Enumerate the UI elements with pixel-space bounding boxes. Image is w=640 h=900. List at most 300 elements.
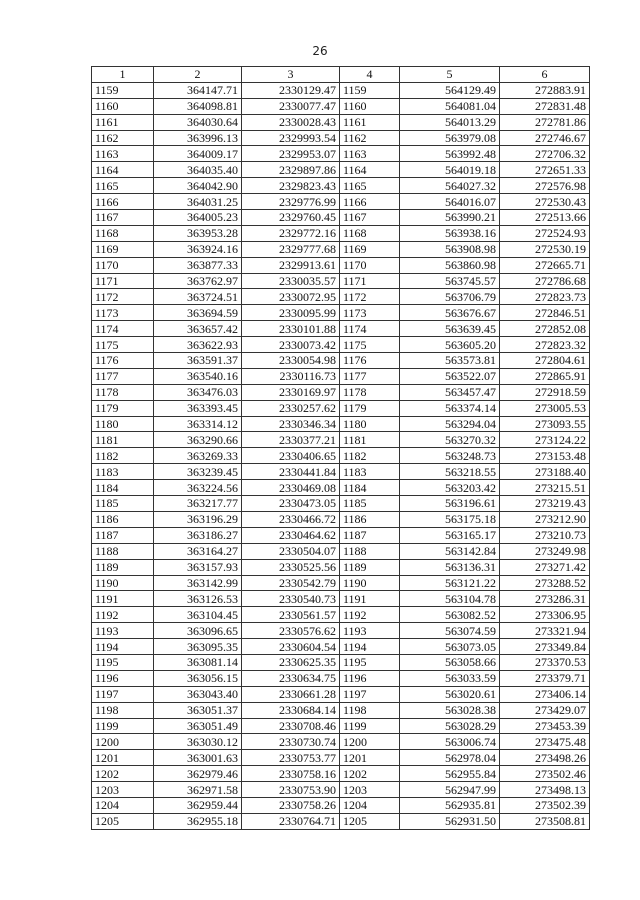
column-header: 1: [92, 67, 154, 83]
table-cell: 1159: [340, 82, 400, 98]
table-cell: 1200: [92, 734, 154, 750]
table-cell: 1166: [340, 194, 400, 210]
table-cell: 563860.98: [400, 257, 500, 273]
table-cell: 1179: [340, 400, 400, 416]
table-cell: 273188.40: [500, 464, 590, 480]
table-cell: 273249.98: [500, 543, 590, 559]
table-cell: 1191: [340, 591, 400, 607]
table-cell: 1167: [340, 210, 400, 226]
table-cell: 2329897.86: [242, 162, 340, 178]
table-cell: 563175.18: [400, 511, 500, 527]
table-cell: 363142.99: [154, 575, 242, 591]
table-cell: 364147.71: [154, 82, 242, 98]
table-cell: 2330466.72: [242, 511, 340, 527]
table-cell: 1161: [340, 114, 400, 130]
table-cell: 1197: [92, 686, 154, 702]
table-cell: 2330540.73: [242, 591, 340, 607]
table-cell: 363314.12: [154, 416, 242, 432]
table-cell: 1190: [92, 575, 154, 591]
table-cell: 1172: [340, 289, 400, 305]
table-cell: 2330604.54: [242, 639, 340, 655]
table-cell: 1174: [92, 321, 154, 337]
table-row: [92, 782, 590, 798]
table-row: [92, 241, 590, 257]
table-cell: 1199: [340, 718, 400, 734]
table-cell: 1160: [92, 98, 154, 114]
table-cell: 273502.39: [500, 797, 590, 813]
table-cell: 2330764.71: [242, 813, 340, 829]
table-cell: 1180: [340, 416, 400, 432]
table-cell: 363540.16: [154, 368, 242, 384]
column-header: 4: [340, 67, 400, 83]
column-header: 5: [400, 67, 500, 83]
table-cell: 1175: [340, 337, 400, 353]
table-cell: 273215.51: [500, 480, 590, 496]
table-cell: 563522.07: [400, 368, 500, 384]
table-cell: 1174: [340, 321, 400, 337]
table-row: [92, 559, 590, 575]
table-cell: 1170: [340, 257, 400, 273]
table-cell: 1181: [340, 432, 400, 448]
table-cell: 1170: [92, 257, 154, 273]
table-row: [92, 114, 590, 130]
table-cell: 1166: [92, 194, 154, 210]
column-header: 6: [500, 67, 590, 83]
table-cell: 363924.16: [154, 241, 242, 257]
table-cell: 1189: [340, 559, 400, 575]
table-row: [92, 797, 590, 813]
table-cell: 272786.68: [500, 273, 590, 289]
table-cell: 563165.17: [400, 527, 500, 543]
table-cell: 563074.59: [400, 623, 500, 639]
table-cell: 273288.52: [500, 575, 590, 591]
table-row: [92, 686, 590, 702]
table-cell: 273219.43: [500, 496, 590, 512]
table-row: [92, 321, 590, 337]
column-header: 2: [154, 67, 242, 83]
table-cell: 1163: [92, 146, 154, 162]
table-cell: 563218.55: [400, 464, 500, 480]
table-cell: 2330525.56: [242, 559, 340, 575]
table-cell: 364009.17: [154, 146, 242, 162]
table-row: [92, 210, 590, 226]
table-row: [92, 670, 590, 686]
table-cell: 1199: [92, 718, 154, 734]
table-cell: 563457.47: [400, 384, 500, 400]
table-cell: 1192: [92, 607, 154, 623]
table-cell: 272530.43: [500, 194, 590, 210]
table-cell: 563990.21: [400, 210, 500, 226]
table-cell: 1197: [340, 686, 400, 702]
table-cell: 272576.98: [500, 178, 590, 194]
table-cell: 1194: [340, 639, 400, 655]
table-cell: 363239.45: [154, 464, 242, 480]
table-cell: 273429.07: [500, 702, 590, 718]
table-cell: 2330077.47: [242, 98, 340, 114]
table-cell: 1183: [340, 464, 400, 480]
table-cell: 273005.53: [500, 400, 590, 416]
table-cell: 2330406.65: [242, 448, 340, 464]
table-row: [92, 273, 590, 289]
table-cell: 563248.73: [400, 448, 500, 464]
table-row: [92, 384, 590, 400]
table-cell: 2330576.62: [242, 623, 340, 639]
table-row: [92, 591, 590, 607]
table-cell: 1161: [92, 114, 154, 130]
table-cell: 2330561.57: [242, 607, 340, 623]
table-cell: 272918.59: [500, 384, 590, 400]
table-cell: 2329953.07: [242, 146, 340, 162]
table-cell: 1186: [340, 511, 400, 527]
table-cell: 563294.04: [400, 416, 500, 432]
table-cell: 273406.14: [500, 686, 590, 702]
table-cell: 2329760.45: [242, 210, 340, 226]
table-cell: 364098.81: [154, 98, 242, 114]
table-cell: 363096.65: [154, 623, 242, 639]
table-cell: 1177: [340, 368, 400, 384]
table-cell: 2330753.90: [242, 782, 340, 798]
table-row: [92, 289, 590, 305]
table-cell: 272823.32: [500, 337, 590, 353]
table-cell: 2330095.99: [242, 305, 340, 321]
table-cell: 2329772.16: [242, 225, 340, 241]
table-header-row: [92, 67, 590, 83]
table-row: [92, 766, 590, 782]
table-cell: 273498.26: [500, 750, 590, 766]
table-cell: 2330072.95: [242, 289, 340, 305]
table-cell: 1205: [92, 813, 154, 829]
table-cell: 1198: [340, 702, 400, 718]
table-cell: 363269.33: [154, 448, 242, 464]
table-cell: 562955.84: [400, 766, 500, 782]
table-cell: 1181: [92, 432, 154, 448]
table-cell: 364031.25: [154, 194, 242, 210]
table-cell: 363030.12: [154, 734, 242, 750]
table-row: [92, 257, 590, 273]
table-cell: 272746.67: [500, 130, 590, 146]
table-cell: 1173: [340, 305, 400, 321]
table-cell: 273153.48: [500, 448, 590, 464]
table-cell: 2330708.46: [242, 718, 340, 734]
table-row: [92, 194, 590, 210]
table-cell: 563020.61: [400, 686, 500, 702]
table-cell: 272665.71: [500, 257, 590, 273]
table-cell: 2330101.88: [242, 321, 340, 337]
table-cell: 563006.74: [400, 734, 500, 750]
table-cell: 363393.45: [154, 400, 242, 416]
table-row: [92, 178, 590, 194]
table-cell: 2330377.21: [242, 432, 340, 448]
table-row: [92, 527, 590, 543]
table-cell: 1196: [340, 670, 400, 686]
table-cell: 2330753.77: [242, 750, 340, 766]
table-cell: 2329823.43: [242, 178, 340, 194]
table-row: [92, 416, 590, 432]
table-cell: 563270.32: [400, 432, 500, 448]
table-cell: 2329913.61: [242, 257, 340, 273]
table-cell: 1182: [92, 448, 154, 464]
table-row: [92, 305, 590, 321]
table-cell: 273210.73: [500, 527, 590, 543]
table-cell: 363056.15: [154, 670, 242, 686]
table-cell: 1179: [92, 400, 154, 416]
table-cell: 363657.42: [154, 321, 242, 337]
table-row: [92, 575, 590, 591]
table-cell: 1175: [92, 337, 154, 353]
table-cell: 272852.08: [500, 321, 590, 337]
table-cell: 1169: [92, 241, 154, 257]
table-cell: 363164.27: [154, 543, 242, 559]
table-cell: 1165: [340, 178, 400, 194]
table-cell: 563082.52: [400, 607, 500, 623]
table-row: [92, 543, 590, 559]
table-cell: 2330257.62: [242, 400, 340, 416]
table-cell: 273093.55: [500, 416, 590, 432]
table-cell: 2330035.57: [242, 273, 340, 289]
table-cell: 1194: [92, 639, 154, 655]
table-row: [92, 368, 590, 384]
table-cell: 1168: [92, 225, 154, 241]
table-cell: 563992.48: [400, 146, 500, 162]
table-cell: 273306.95: [500, 607, 590, 623]
table-row: [92, 623, 590, 639]
table-cell: 1198: [92, 702, 154, 718]
table-row: [92, 432, 590, 448]
table-cell: 364042.90: [154, 178, 242, 194]
table-cell: 563908.98: [400, 241, 500, 257]
table-cell: 2330441.84: [242, 464, 340, 480]
table-cell: 564081.04: [400, 98, 500, 114]
table-cell: 1205: [340, 813, 400, 829]
table-cell: 563121.22: [400, 575, 500, 591]
table-cell: 1164: [92, 162, 154, 178]
table-cell: 272706.32: [500, 146, 590, 162]
table-row: [92, 162, 590, 178]
table-cell: 362955.18: [154, 813, 242, 829]
table-cell: 1160: [340, 98, 400, 114]
table-cell: 1187: [92, 527, 154, 543]
table-row: [92, 654, 590, 670]
table-cell: 272865.91: [500, 368, 590, 384]
table-cell: 363126.53: [154, 591, 242, 607]
table-cell: 2330473.05: [242, 496, 340, 512]
table-cell: 363476.03: [154, 384, 242, 400]
table-cell: 363095.35: [154, 639, 242, 655]
table-cell: 1167: [92, 210, 154, 226]
table-cell: 563639.45: [400, 321, 500, 337]
table-cell: 1202: [340, 766, 400, 782]
table-cell: 1162: [92, 130, 154, 146]
table-cell: 363157.93: [154, 559, 242, 575]
table-cell: 273453.39: [500, 718, 590, 734]
column-header: 3: [242, 67, 340, 83]
table-cell: 363186.27: [154, 527, 242, 543]
table-cell: 363953.28: [154, 225, 242, 241]
table-row: [92, 511, 590, 527]
table-row: [92, 607, 590, 623]
table-cell: 1192: [340, 607, 400, 623]
table-row: [92, 448, 590, 464]
table-row: [92, 82, 590, 98]
coordinates-table: [91, 66, 590, 830]
table-cell: 564027.32: [400, 178, 500, 194]
table-cell: 1186: [92, 511, 154, 527]
table-cell: 563203.42: [400, 480, 500, 496]
table-cell: 2330054.98: [242, 353, 340, 369]
table-cell: 2330661.28: [242, 686, 340, 702]
table-cell: 563136.31: [400, 559, 500, 575]
table-cell: 1159: [92, 82, 154, 98]
table-cell: 363081.14: [154, 654, 242, 670]
table-cell: 273271.42: [500, 559, 590, 575]
table-cell: 273124.22: [500, 432, 590, 448]
table-cell: 1204: [92, 797, 154, 813]
page-number: 26: [312, 44, 328, 58]
table-cell: 1193: [340, 623, 400, 639]
table-cell: 564129.49: [400, 82, 500, 98]
table-cell: 563028.29: [400, 718, 500, 734]
table-cell: 563073.05: [400, 639, 500, 655]
table-cell: 1204: [340, 797, 400, 813]
table-cell: 272846.51: [500, 305, 590, 321]
table-cell: 1176: [92, 353, 154, 369]
table-cell: 1171: [340, 273, 400, 289]
table-cell: 272513.66: [500, 210, 590, 226]
table-row: [92, 464, 590, 480]
table-cell: 1201: [92, 750, 154, 766]
table-cell: 1202: [92, 766, 154, 782]
table-cell: 2330073.42: [242, 337, 340, 353]
table-cell: 1203: [92, 782, 154, 798]
table-cell: 363196.29: [154, 511, 242, 527]
table-cell: 2330116.73: [242, 368, 340, 384]
table-cell: 273475.48: [500, 734, 590, 750]
table-cell: 364030.64: [154, 114, 242, 130]
table-cell: 363694.59: [154, 305, 242, 321]
table-cell: 363051.37: [154, 702, 242, 718]
table-cell: 2330346.34: [242, 416, 340, 432]
table-cell: 1201: [340, 750, 400, 766]
table-cell: 1172: [92, 289, 154, 305]
table-row: [92, 353, 590, 369]
table-cell: 2330469.08: [242, 480, 340, 496]
table-cell: 272651.33: [500, 162, 590, 178]
table-cell: 563938.16: [400, 225, 500, 241]
table-cell: 563676.67: [400, 305, 500, 321]
table-cell: 1195: [340, 654, 400, 670]
table-cell: 563706.79: [400, 289, 500, 305]
table-cell: 363217.77: [154, 496, 242, 512]
table-cell: 1163: [340, 146, 400, 162]
table-cell: 273349.84: [500, 639, 590, 655]
table-row: [92, 480, 590, 496]
table-cell: 564013.29: [400, 114, 500, 130]
table-cell: 1203: [340, 782, 400, 798]
table-cell: 563104.78: [400, 591, 500, 607]
table-cell: 564019.18: [400, 162, 500, 178]
table-row: [92, 337, 590, 353]
table-cell: 562947.99: [400, 782, 500, 798]
table-cell: 2329776.99: [242, 194, 340, 210]
table-cell: 563374.14: [400, 400, 500, 416]
table-row: [92, 734, 590, 750]
table-cell: 362959.44: [154, 797, 242, 813]
table-cell: 2330169.97: [242, 384, 340, 400]
table-cell: 563979.08: [400, 130, 500, 146]
table-cell: 1164: [340, 162, 400, 178]
table-cell: 2330028.43: [242, 114, 340, 130]
table-cell: 563196.61: [400, 496, 500, 512]
table-cell: 363877.33: [154, 257, 242, 273]
table-cell: 563033.59: [400, 670, 500, 686]
table-cell: 362971.58: [154, 782, 242, 798]
table-row: [92, 225, 590, 241]
table-cell: 1178: [340, 384, 400, 400]
table-cell: 1178: [92, 384, 154, 400]
table-cell: 363001.63: [154, 750, 242, 766]
table-cell: 2330504.07: [242, 543, 340, 559]
table-cell: 272823.73: [500, 289, 590, 305]
table-cell: 2330758.26: [242, 797, 340, 813]
table-cell: 563745.57: [400, 273, 500, 289]
table-cell: 364005.23: [154, 210, 242, 226]
table-cell: 1183: [92, 464, 154, 480]
table-cell: 363762.97: [154, 273, 242, 289]
table-cell: 1185: [340, 496, 400, 512]
table-cell: 363104.45: [154, 607, 242, 623]
table-cell: 1188: [92, 543, 154, 559]
table-cell: 1188: [340, 543, 400, 559]
table-cell: 563058.66: [400, 654, 500, 670]
table-cell: 363622.93: [154, 337, 242, 353]
table-cell: 272530.19: [500, 241, 590, 257]
table-cell: 1196: [92, 670, 154, 686]
table-row: [92, 750, 590, 766]
table-row: [92, 813, 590, 829]
table-row: [92, 702, 590, 718]
table-row: [92, 496, 590, 512]
table-cell: 1187: [340, 527, 400, 543]
table-cell: 363224.56: [154, 480, 242, 496]
table-cell: 364035.40: [154, 162, 242, 178]
table-cell: 273502.46: [500, 766, 590, 782]
table-cell: 273498.13: [500, 782, 590, 798]
table-cell: 362979.46: [154, 766, 242, 782]
table-cell: 2330634.75: [242, 670, 340, 686]
table-cell: 1162: [340, 130, 400, 146]
table-cell: 1168: [340, 225, 400, 241]
table-cell: 2330758.16: [242, 766, 340, 782]
table-cell: 1184: [92, 480, 154, 496]
table-cell: 1180: [92, 416, 154, 432]
table-cell: 363290.66: [154, 432, 242, 448]
table-cell: 1193: [92, 623, 154, 639]
table-cell: 2329777.68: [242, 241, 340, 257]
table-cell: 2330684.14: [242, 702, 340, 718]
table-cell: 563605.20: [400, 337, 500, 353]
table-row: [92, 146, 590, 162]
table-cell: 1191: [92, 591, 154, 607]
table-cell: 273286.31: [500, 591, 590, 607]
table-cell: 563142.84: [400, 543, 500, 559]
table-cell: 563573.81: [400, 353, 500, 369]
table-cell: 272524.93: [500, 225, 590, 241]
table-cell: 2330730.74: [242, 734, 340, 750]
table-cell: 1195: [92, 654, 154, 670]
table-cell: 363996.13: [154, 130, 242, 146]
table-cell: 272831.48: [500, 98, 590, 114]
table-cell: 1200: [340, 734, 400, 750]
